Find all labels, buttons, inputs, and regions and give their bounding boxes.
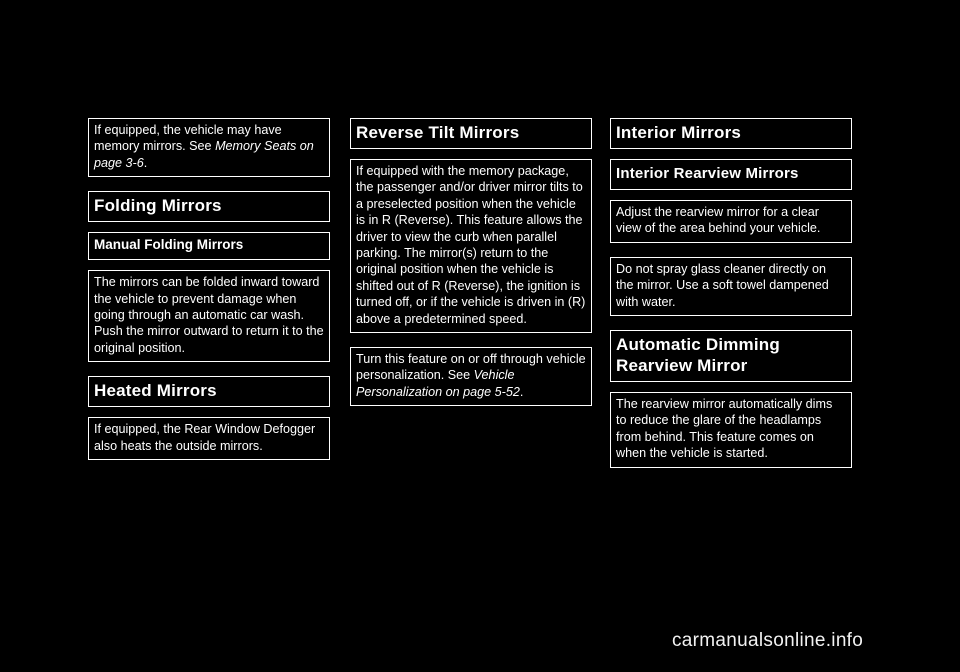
heading-interior-rearview-mirrors bbox=[610, 159, 852, 190]
vehicle-personalization-paragraph-text bbox=[356, 351, 586, 400]
column-middle bbox=[350, 118, 592, 420]
reverse-tilt-mirrors-paragraph bbox=[350, 159, 592, 333]
heading-reverse-tilt-mirrors-text: Reverse Tilt Mirrors bbox=[356, 123, 520, 142]
heading-interior-rearview-mirrors-text: Interior Rearview Mirrors bbox=[616, 165, 799, 182]
automatic-dimming-paragraph-text bbox=[616, 396, 846, 462]
interior-rearview-mirrors-paragraph-text bbox=[616, 204, 846, 237]
text-run: The mirrors can be folded inward toward the vehicle to prevent damage when going through an automatic car wash. Push the mirror outward to return it to the original position. bbox=[94, 275, 324, 355]
glass-cleaner-paragraph-text bbox=[616, 261, 846, 310]
heading-automatic-dimming-rearview-mirror bbox=[610, 330, 852, 382]
text-run: If equipped, the Rear Window Defogger also heats the outside mirrors. bbox=[94, 422, 316, 453]
text-run: Adjust the rearview mirror for a clear view of the area behind your vehicle. bbox=[616, 205, 821, 236]
automatic-dimming-paragraph bbox=[610, 392, 852, 468]
text-run: If equipped with the memory package, the passenger and/or driver mirror tilts to a preselected position when the vehicle is in R (Reverse). This feature allows the driver to view the curb when parallel parking. The mirror(s) return to the original position when the vehicle is shifted out of R (Reverse), the ignition is turned off, or if the vehicle is driven in (R) above a predetermined speed. bbox=[356, 164, 586, 326]
watermark: carmanualsonline.info bbox=[672, 630, 864, 651]
heading-manual-folding-mirrors-text: Manual Folding Mirrors bbox=[94, 237, 244, 253]
memory-mirrors-paragraph-text bbox=[94, 122, 324, 171]
manual-folding-mirrors-paragraph bbox=[88, 270, 330, 362]
glass-cleaner-paragraph bbox=[610, 257, 852, 316]
text-run: Vehicle Personalization on page 5-52 bbox=[356, 368, 520, 399]
heated-mirrors-paragraph-text bbox=[94, 421, 324, 454]
text-run: . bbox=[143, 155, 148, 170]
column-left bbox=[88, 118, 330, 474]
reverse-tilt-mirrors-paragraph-text bbox=[356, 163, 586, 327]
heading-interior-mirrors bbox=[610, 118, 852, 149]
text-run: If equipped, the vehicle may have memory mirrors. See bbox=[94, 123, 282, 154]
interior-rearview-mirrors-paragraph bbox=[610, 200, 852, 243]
heading-heated-mirrors bbox=[88, 376, 330, 407]
text-run: Memory Seats on page 3-6 bbox=[94, 139, 314, 170]
heading-heated-mirrors-text: Heated Mirrors bbox=[94, 381, 217, 401]
heading-manual-folding-mirrors bbox=[88, 232, 330, 260]
text-run: Turn this feature on or off through vehicle personalization. See bbox=[356, 352, 586, 383]
heading-folding-mirrors-text: Folding Mirrors bbox=[94, 196, 222, 216]
memory-mirrors-paragraph bbox=[88, 118, 330, 177]
text-run: The rearview mirror automatically dims to reduce the glare of the headlamps from behind. This feature comes on when the vehicle is started. bbox=[616, 397, 833, 461]
heading-automatic-dimming-rearview-mirror-text: Automatic Dimming Rearview Mirror bbox=[616, 335, 780, 376]
heading-folding-mirrors bbox=[88, 191, 330, 222]
heated-mirrors-paragraph bbox=[88, 417, 330, 460]
heading-interior-mirrors-text: Interior Mirrors bbox=[616, 123, 742, 142]
vehicle-personalization-paragraph bbox=[350, 347, 592, 406]
column-right bbox=[610, 118, 852, 482]
text-run: Do not spray glass cleaner directly on the mirror. Use a soft towel dampened with water. bbox=[616, 261, 829, 309]
heading-reverse-tilt-mirrors bbox=[350, 118, 592, 149]
manual-folding-mirrors-paragraph-text bbox=[94, 274, 324, 356]
text-run: . bbox=[519, 384, 524, 399]
